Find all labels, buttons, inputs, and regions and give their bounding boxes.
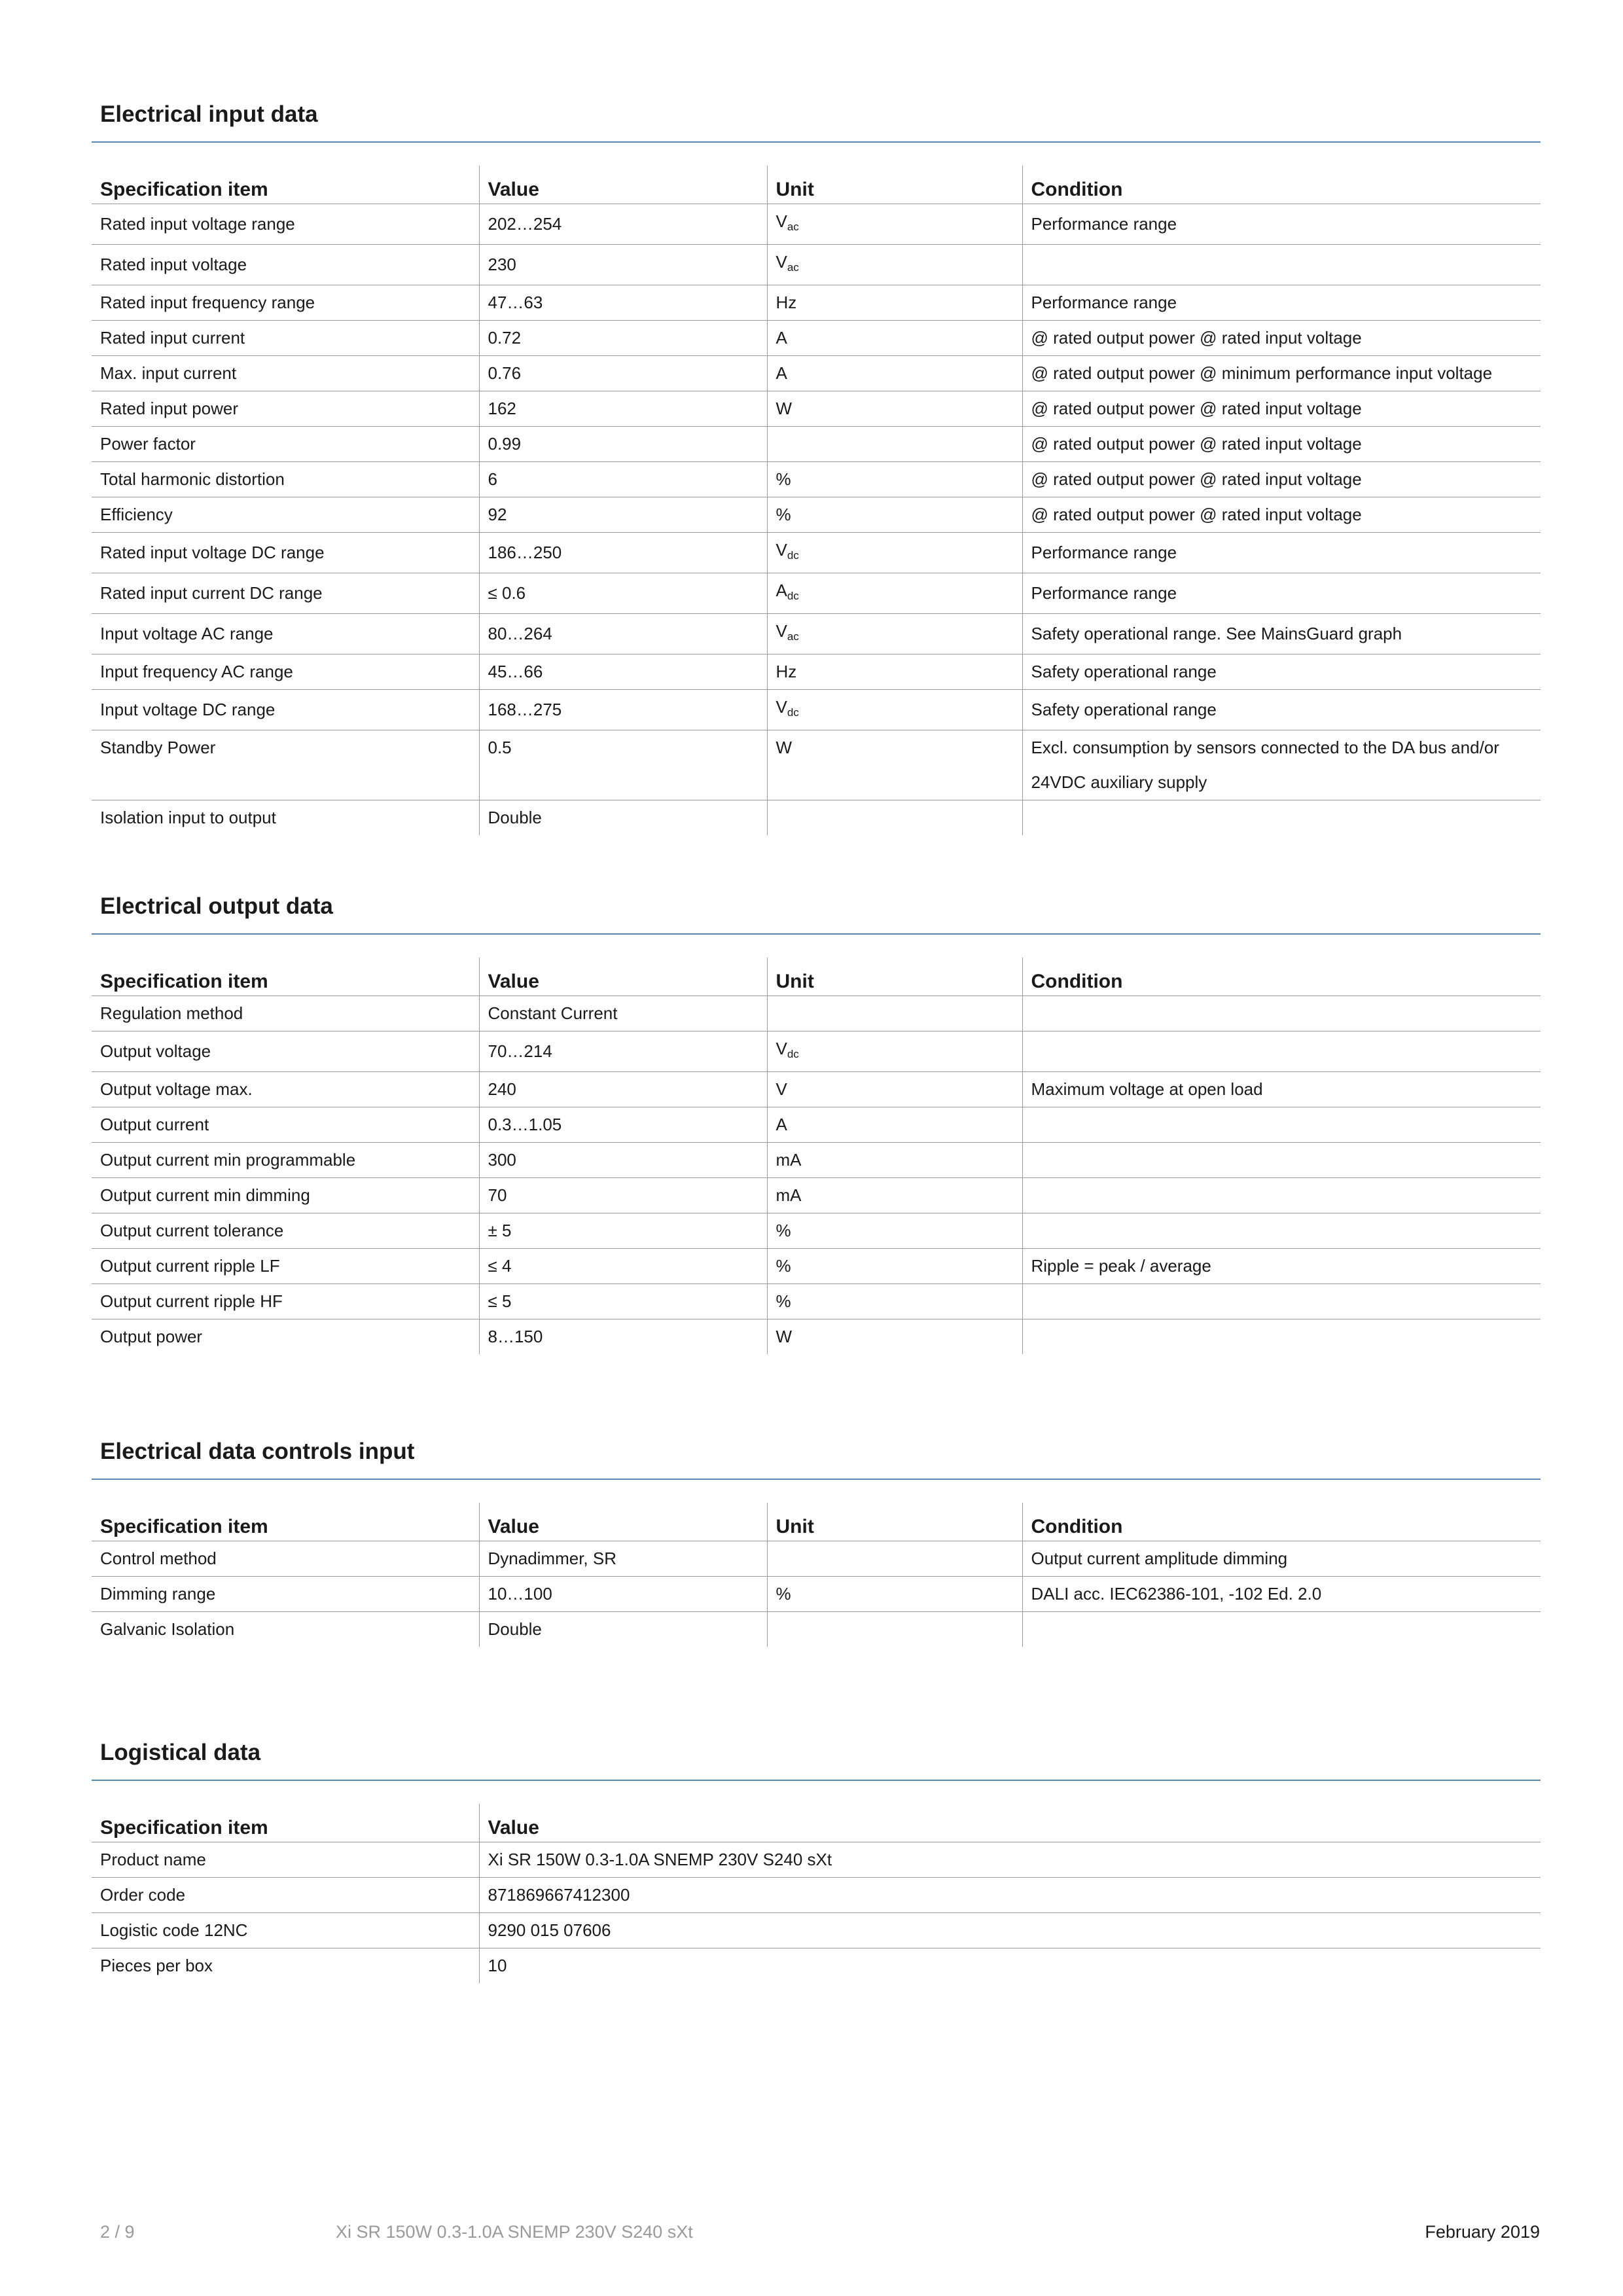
table-header-row: [92, 1503, 1541, 1541]
condition-cell: [1022, 1284, 1541, 1319]
condition-text: @ rated output power @ rated input voltage: [1031, 505, 1362, 524]
spec-item-cell: Output current: [92, 1107, 479, 1143]
table-row: [92, 690, 1541, 730]
value-cell: 0.99: [479, 427, 767, 462]
unit-subscript: ac: [787, 261, 799, 274]
value-cell: 92: [479, 497, 767, 533]
value-cell: ≤ 4: [479, 1249, 767, 1284]
table-body: [92, 1541, 1541, 1647]
unit-cell: [767, 462, 1022, 497]
value-cell: 300: [479, 1143, 767, 1178]
table-row: [92, 614, 1541, 655]
unit-symbol: %: [776, 1256, 791, 1276]
condition-cell: [1022, 655, 1541, 690]
unit-symbol: V: [776, 621, 787, 641]
spec-item-cell: Rated input voltage range: [92, 204, 479, 245]
condition-text: Safety operational range. See MainsGuard graph: [1031, 624, 1402, 643]
value-cell: Double: [479, 800, 767, 836]
condition-cell: [1022, 573, 1541, 614]
header-value: Value: [479, 1804, 1541, 1842]
unit-symbol: mA: [776, 1150, 802, 1170]
header-condition: Condition: [1022, 166, 1541, 204]
spec-item-cell: Rated input voltage: [92, 245, 479, 285]
condition-text: Performance range: [1031, 214, 1177, 234]
unit-symbol: V: [776, 1039, 787, 1058]
unit-cell: [767, 204, 1022, 245]
value-cell: 47…63: [479, 285, 767, 321]
unit-symbol: Hz: [776, 293, 797, 312]
spec-item-cell: Total harmonic distortion: [92, 462, 479, 497]
condition-cell: [1022, 690, 1541, 730]
page-number: 2 / 9: [100, 2222, 135, 2242]
value-cell: Double: [479, 1612, 767, 1647]
unit-symbol: A: [776, 1115, 787, 1134]
section-title: Electrical input data: [92, 98, 1541, 143]
section-controls-input: [92, 1435, 1541, 1647]
condition-cell: [1022, 1319, 1541, 1355]
spec-item-cell: Rated input voltage DC range: [92, 533, 479, 573]
condition-text: @ rated output power @ rated input voltage: [1031, 399, 1362, 418]
condition-text: @ rated output power @ rated input voltage: [1031, 434, 1362, 454]
unit-cell: [767, 573, 1022, 614]
table-header-row: [92, 166, 1541, 204]
unit-cell: [767, 1541, 1022, 1577]
condition-cell: [1022, 462, 1541, 497]
condition-cell: [1022, 321, 1541, 356]
value-cell: 10: [479, 1948, 1541, 1984]
table-row: [92, 1319, 1541, 1355]
document-date: February 2019: [1425, 2222, 1540, 2242]
condition-text: Performance range: [1031, 293, 1177, 312]
unit-cell: [767, 690, 1022, 730]
condition-cell: [1022, 1612, 1541, 1647]
table-body: [92, 1842, 1541, 1984]
spec-item-cell: Control method: [92, 1541, 479, 1577]
value-cell: 240: [479, 1072, 767, 1107]
spec-item-cell: Standby Power: [92, 730, 479, 800]
unit-cell: [767, 800, 1022, 836]
electrical-input-table: [92, 166, 1541, 835]
table-row: [92, 573, 1541, 614]
unit-subscript: dc: [787, 1048, 799, 1060]
value-cell: 0.76: [479, 356, 767, 391]
value-cell: Dynadimmer, SR: [479, 1541, 767, 1577]
value-cell: 45…66: [479, 655, 767, 690]
condition-cell: [1022, 800, 1541, 836]
unit-symbol: %: [776, 505, 791, 524]
section-electrical-input: [92, 98, 1541, 835]
unit-symbol: V: [776, 540, 787, 560]
table-row: [92, 391, 1541, 427]
spec-item-cell: Max. input current: [92, 356, 479, 391]
header-spec-item: Specification item: [92, 1503, 479, 1541]
condition-text: Safety operational range: [1031, 662, 1217, 681]
value-cell: 6: [479, 462, 767, 497]
condition-cell: [1022, 356, 1541, 391]
spec-item-cell: Rated input current: [92, 321, 479, 356]
condition-cell: [1022, 1072, 1541, 1107]
table-header-row: [92, 1804, 1541, 1842]
table-row: [92, 1249, 1541, 1284]
table-row: [92, 1878, 1541, 1913]
unit-cell: [767, 1319, 1022, 1355]
spec-item-cell: Input frequency AC range: [92, 655, 479, 690]
condition-text: @ rated output power @ rated input voltage: [1031, 328, 1362, 348]
value-cell: 202…254: [479, 204, 767, 245]
unit-cell: [767, 1612, 1022, 1647]
header-value: Value: [479, 958, 767, 996]
unit-cell: [767, 245, 1022, 285]
unit-cell: [767, 1284, 1022, 1319]
value-cell: Xi SR 150W 0.3-1.0A SNEMP 230V S240 sXt: [479, 1842, 1541, 1878]
spec-item-cell: Output current tolerance: [92, 1213, 479, 1249]
table-body: [92, 204, 1541, 836]
header-spec-item: Specification item: [92, 958, 479, 996]
table-row: [92, 730, 1541, 800]
spec-item-cell: Output voltage: [92, 1031, 479, 1072]
unit-subscript: ac: [787, 221, 799, 233]
document-name: Xi SR 150W 0.3-1.0A SNEMP 230V S240 sXt: [336, 2222, 693, 2242]
logistical-table: [92, 1804, 1541, 1983]
condition-cell: [1022, 497, 1541, 533]
unit-symbol: %: [776, 469, 791, 489]
unit-cell: [767, 996, 1022, 1031]
unit-symbol: W: [776, 1327, 793, 1346]
page-footer: [100, 2222, 1540, 2248]
spec-item-cell: Logistic code 12NC: [92, 1913, 479, 1948]
condition-cell: [1022, 614, 1541, 655]
header-spec-item: Specification item: [92, 166, 479, 204]
condition-cell: [1022, 1249, 1541, 1284]
unit-subscript: ac: [787, 630, 799, 643]
condition-cell: [1022, 1577, 1541, 1612]
condition-text: @ rated output power @ rated input voltage: [1031, 469, 1362, 489]
value-cell: 10…100: [479, 1577, 767, 1612]
unit-cell: [767, 1178, 1022, 1213]
unit-cell: [767, 730, 1022, 800]
unit-symbol: A: [776, 328, 787, 348]
unit-symbol: Hz: [776, 662, 797, 681]
unit-cell: [767, 1213, 1022, 1249]
spec-item-cell: Isolation input to output: [100, 808, 276, 827]
table-row: [92, 1612, 1541, 1647]
condition-text: @ rated output power @ minimum performance input voltage: [1031, 363, 1493, 383]
spec-item-cell: Pieces per box: [100, 1956, 213, 1975]
value-cell: ≤ 0.6: [479, 573, 767, 614]
section-title: Logistical data: [92, 1736, 1541, 1781]
spec-item-cell: Output current ripple LF: [92, 1249, 479, 1284]
section-title: Electrical data controls input: [92, 1435, 1541, 1480]
unit-cell: [767, 1107, 1022, 1143]
condition-text: Performance range: [1031, 543, 1177, 562]
header-condition: Condition: [1022, 958, 1541, 996]
unit-cell: [767, 655, 1022, 690]
unit-symbol: V: [776, 697, 787, 717]
condition-text: Excl. consumption by sensors connected to the DA bus and/or: [1031, 738, 1499, 757]
header-unit: Unit: [767, 958, 1022, 996]
unit-subscript: dc: [787, 549, 799, 562]
table-row: [92, 1143, 1541, 1178]
value-cell: 9290 015 07606: [479, 1913, 1541, 1948]
unit-cell: [767, 497, 1022, 533]
table-row: [92, 1948, 1541, 1984]
unit-cell: [767, 427, 1022, 462]
table-body: [92, 996, 1541, 1355]
condition-cell: [1022, 1213, 1541, 1249]
unit-symbol: %: [776, 1584, 791, 1604]
value-cell: 70…214: [479, 1031, 767, 1072]
condition-cell: [1022, 1107, 1541, 1143]
value-cell: 230: [479, 245, 767, 285]
header-value: Value: [479, 166, 767, 204]
section-logistical: [92, 1736, 1541, 1983]
table-row: [92, 1284, 1541, 1319]
table-row: [92, 356, 1541, 391]
value-cell: 871869667412300: [479, 1878, 1541, 1913]
condition-cell: [1022, 245, 1541, 285]
spec-item-cell: Rated input power: [92, 391, 479, 427]
table-row: [92, 1107, 1541, 1143]
condition-cell: [1022, 533, 1541, 573]
spec-item-cell: Galvanic Isolation: [100, 1619, 235, 1639]
value-cell: 162: [479, 391, 767, 427]
spec-item-cell: Input voltage AC range: [92, 614, 479, 655]
value-cell: 168…275: [479, 690, 767, 730]
spec-item-cell: Efficiency: [92, 497, 479, 533]
header-spec-item: Specification item: [92, 1804, 479, 1842]
table-row: [92, 497, 1541, 533]
condition-text: Safety operational range: [1031, 700, 1217, 719]
spec-item-cell: Power factor: [92, 427, 479, 462]
unit-symbol: A: [776, 581, 787, 600]
table-row: [92, 427, 1541, 462]
unit-symbol: %: [776, 1221, 791, 1240]
unit-symbol: mA: [776, 1185, 802, 1205]
condition-cell: [1022, 391, 1541, 427]
condition-text-line2: 24VDC auxiliary supply: [1031, 772, 1207, 792]
header-value: Value: [479, 1503, 767, 1541]
condition-text: Performance range: [1031, 583, 1177, 603]
header-condition: Condition: [1022, 1503, 1541, 1541]
table-row: [92, 321, 1541, 356]
unit-cell: [767, 285, 1022, 321]
condition-cell: [1022, 204, 1541, 245]
spec-item-cell: Dimming range: [92, 1577, 479, 1612]
table-row: [92, 1213, 1541, 1249]
unit-cell: [767, 1143, 1022, 1178]
unit-cell: [767, 391, 1022, 427]
unit-cell: [767, 356, 1022, 391]
spec-item-cell: Rated input frequency range: [92, 285, 479, 321]
unit-symbol: V: [776, 1079, 787, 1099]
unit-symbol: W: [776, 399, 793, 418]
table-header-row: [92, 958, 1541, 996]
condition-text: Output current amplitude dimming: [1031, 1549, 1288, 1568]
value-cell: 0.72: [479, 321, 767, 356]
condition-cell: [1022, 1541, 1541, 1577]
condition-cell: [1022, 1178, 1541, 1213]
value-cell: 8…150: [479, 1319, 767, 1355]
value-cell: 80…264: [479, 614, 767, 655]
value-cell: 0.5: [479, 730, 767, 800]
value-cell: 186…250: [479, 533, 767, 573]
spec-item-cell: Input voltage DC range: [92, 690, 479, 730]
spec-item-cell: Output voltage max.: [92, 1072, 479, 1107]
table-row: [92, 245, 1541, 285]
unit-cell: [767, 614, 1022, 655]
table-row: [92, 1913, 1541, 1948]
section-electrical-output: [92, 890, 1541, 1354]
condition-text: Ripple = peak / average: [1031, 1256, 1211, 1276]
value-cell: 0.3…1.05: [479, 1107, 767, 1143]
condition-cell: [1022, 730, 1541, 800]
header-unit: Unit: [767, 1503, 1022, 1541]
table-row: [92, 462, 1541, 497]
table-row: [92, 996, 1541, 1031]
unit-cell: [767, 1577, 1022, 1612]
spec-item-cell: Product name: [92, 1842, 479, 1878]
spec-item-cell: Output current ripple HF: [92, 1284, 479, 1319]
table-row: [92, 1031, 1541, 1072]
unit-cell: [767, 321, 1022, 356]
table-row: [92, 1577, 1541, 1612]
table-row: [92, 1072, 1541, 1107]
table-row: [92, 655, 1541, 690]
unit-subscript: dc: [787, 590, 799, 602]
condition-cell: [1022, 427, 1541, 462]
unit-cell: [767, 1031, 1022, 1072]
electrical-output-table: [92, 958, 1541, 1354]
value-cell: ± 5: [479, 1213, 767, 1249]
condition-text: Maximum voltage at open load: [1031, 1079, 1263, 1099]
table-row: [92, 1541, 1541, 1577]
table-row: [92, 1178, 1541, 1213]
unit-symbol: V: [776, 252, 787, 272]
value-cell: Constant Current: [479, 996, 767, 1031]
condition-text: DALI acc. IEC62386-101, -102 Ed. 2.0: [1031, 1584, 1322, 1604]
spec-item-cell: Order code: [92, 1878, 479, 1913]
condition-cell: [1022, 996, 1541, 1031]
unit-symbol: %: [776, 1291, 791, 1311]
value-cell: 70: [479, 1178, 767, 1213]
section-title: Electrical output data: [92, 890, 1541, 935]
table-row: [92, 285, 1541, 321]
unit-symbol: W: [776, 738, 793, 757]
spec-item-cell: Output current min programmable: [92, 1143, 479, 1178]
condition-cell: [1022, 1031, 1541, 1072]
spec-item-cell: Rated input current DC range: [92, 573, 479, 614]
unit-subscript: dc: [787, 706, 799, 719]
table-row: [92, 204, 1541, 245]
unit-symbol: A: [776, 363, 787, 383]
header-unit: Unit: [767, 166, 1022, 204]
unit-cell: [767, 533, 1022, 573]
table-row: [92, 1842, 1541, 1878]
spec-item-cell: Output current min dimming: [92, 1178, 479, 1213]
condition-cell: [1022, 1143, 1541, 1178]
controls-input-table: [92, 1503, 1541, 1647]
value-cell: ≤ 5: [479, 1284, 767, 1319]
unit-cell: [767, 1249, 1022, 1284]
table-row: [92, 533, 1541, 573]
spec-item-cell: Regulation method: [92, 996, 479, 1031]
spec-item-cell: Output power: [100, 1327, 203, 1346]
condition-cell: [1022, 285, 1541, 321]
unit-symbol: V: [776, 211, 787, 231]
unit-cell: [767, 1072, 1022, 1107]
table-row: [92, 800, 1541, 836]
